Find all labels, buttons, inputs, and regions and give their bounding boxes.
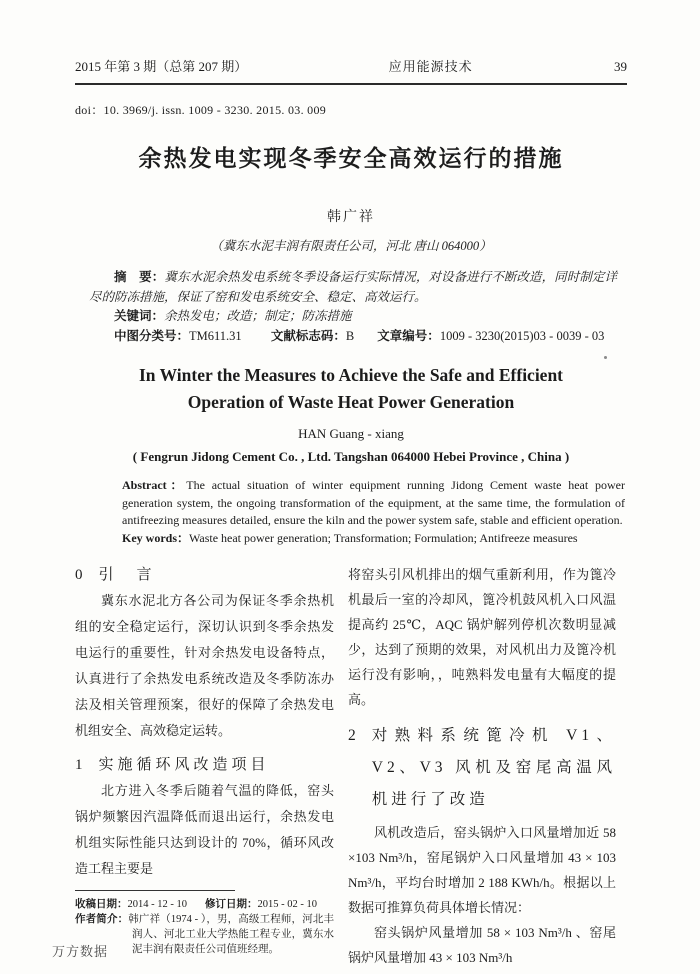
body-paragraph: 风机改造后，窑头锅炉入口风量增加近 58 ×103 Nm³/h，窑尾锅炉入口风量增加 43 × 103 Nm³/h，平均台时增加 2 188 KWh/h。根据以上数据可推算负荷具体增长情况： [348, 825, 616, 915]
article-id: 1009 - 3230(2015)03 - 0039 - 03 [439, 328, 605, 343]
issue-info: 2015 年第 3 期（总第 207 期） [75, 59, 248, 74]
wanfang-watermark: 万方数据 [52, 944, 109, 959]
body-columns [75, 562, 627, 970]
article-id-label: 文章编号： [377, 328, 440, 343]
abstract-block-zh [89, 268, 617, 346]
section-number: 2 [348, 727, 356, 744]
abstract-label-en: Abstract： [122, 478, 187, 492]
received-date-label: 收稿日期： [75, 899, 128, 910]
abstract-label-zh: 摘 要： [114, 270, 165, 284]
section-title: 实施循环风改造项目 [98, 757, 270, 773]
footnote-dates [75, 897, 334, 912]
footnote-divider [75, 890, 235, 891]
affiliation-en: ( Fengrun Jidong Cement Co. , Ltd. Tangshan 064000 Hebei Province , China ) [132, 449, 570, 464]
clc-number: TM611.31 [189, 328, 242, 343]
footnote-block [75, 890, 334, 957]
doc-code-label: 文献标志码： [270, 328, 346, 343]
received-date: 2014 - 12 - 10 [127, 899, 187, 910]
revised-date-label: 修订日期： [205, 899, 258, 910]
article-title-zh: 余热发电实现冬季安全高效运行的措施 [138, 146, 564, 171]
left-column [75, 562, 334, 970]
section-title: 引 言 [98, 567, 156, 583]
keywords-en: Key words：Waste heat power generation; Transformation; Formulation; Antifreeze measures [122, 530, 578, 545]
affiliation-zh: （冀东水泥丰润有限责任公司，河北 唐山 064000） [210, 239, 492, 253]
section-number: 1 [75, 757, 83, 773]
body-paragraph: 冀东水泥北方各公司为保证冬季余热机组的安全稳定运行，深切认识到冬季余热发电运行的重要性，针对余热发电设备特点，认真进行了余热发电系统改造及冬季防冻办法及相关管理预案，很好的保障了余热发电机组安全、高效稳定运转。 [75, 593, 334, 738]
doi-line: doi：10. 3969/j. issn. 1009 - 3230. 2015. 03. 009 [75, 103, 327, 117]
journal-header [75, 56, 627, 85]
classification-line [89, 327, 617, 347]
journal-title: 应用能源技术 [388, 59, 473, 74]
keywords-zh: 关键词：余热发电；改造；制定；防冻措施 [114, 309, 352, 323]
abstract-zh: 摘 要：冀东水泥余热发电系统冬季设备运行实际情况，对设备进行不断改造，同时制定详尽的防冻措施，保证了窑和发电系统安全、稳定、高效运行。 [89, 270, 617, 304]
body-paragraph: 北方进入冬季后随着气温的降低，窑头锅炉频繁因汽温降低而退出运行，余热发电机组实际性能只达到设计的 70%，循环风改造工程主要是 [75, 783, 334, 876]
section-heading-0 [75, 562, 334, 588]
scan-artifact-dot [604, 356, 607, 359]
page-number: 39 [614, 59, 627, 74]
right-column [348, 562, 616, 970]
keywords-label-en: Key words： [122, 530, 189, 545]
author-bio: 作者简介：韩广祥（1974 - ），男，高级工程师，河北丰润人、河北工业大学热能工程专业，冀东水泥丰润有限责任公司值班经理。 [75, 914, 335, 955]
body-paragraph: 窑头锅炉风量增加 58 × 103 Nm³/h 、窑尾锅炉风量增加 43 × 103 Nm³/h [348, 925, 616, 965]
section-heading-2 [348, 720, 616, 816]
doc-code: B [345, 328, 355, 343]
abstract-en: Abstract：The actual situation of winter equipment running Jidong Cement waste heat power generation system, the ongoing transformation of the equipment, at the same time, the formulation of antifreezing measures detailed, ensure the kiln and the power system safe, stable and efficient operation. [122, 478, 625, 527]
author-bio-label: 作者简介： [75, 914, 129, 925]
clc-label: 中图分类号： [114, 328, 190, 343]
revised-date: 2015 - 02 - 10 [257, 899, 317, 910]
keywords-label-zh: 关键词： [114, 309, 165, 323]
article-title-en: In Winter the Measures to Achieve the Safe and Efficient Operation of Waste Heat Power Generation [138, 365, 564, 412]
section-heading-1 [75, 752, 334, 778]
abstract-block-en [122, 477, 625, 547]
body-paragraph: 将窑头引风机排出的烟气重新利用，作为篦冷机最后一室的冷却风，篦冷机鼓风机入口风温提高约 25℃，AQC 锅炉解列停机次数明显减少，达到了预期的效果，对风机出力及篦冷机运行没有影响，，吨熟料发电量有大幅度的提高。 [348, 567, 616, 707]
section-number: 0 [75, 567, 83, 583]
author-name-zh: 韩广祥 [327, 210, 375, 225]
section-title: 对熟料系统篦冷机 V1、V2、V3 风机及窑尾高温风机进行了改造 [371, 727, 616, 808]
author-name-en: HAN Guang - xiang [298, 426, 404, 441]
